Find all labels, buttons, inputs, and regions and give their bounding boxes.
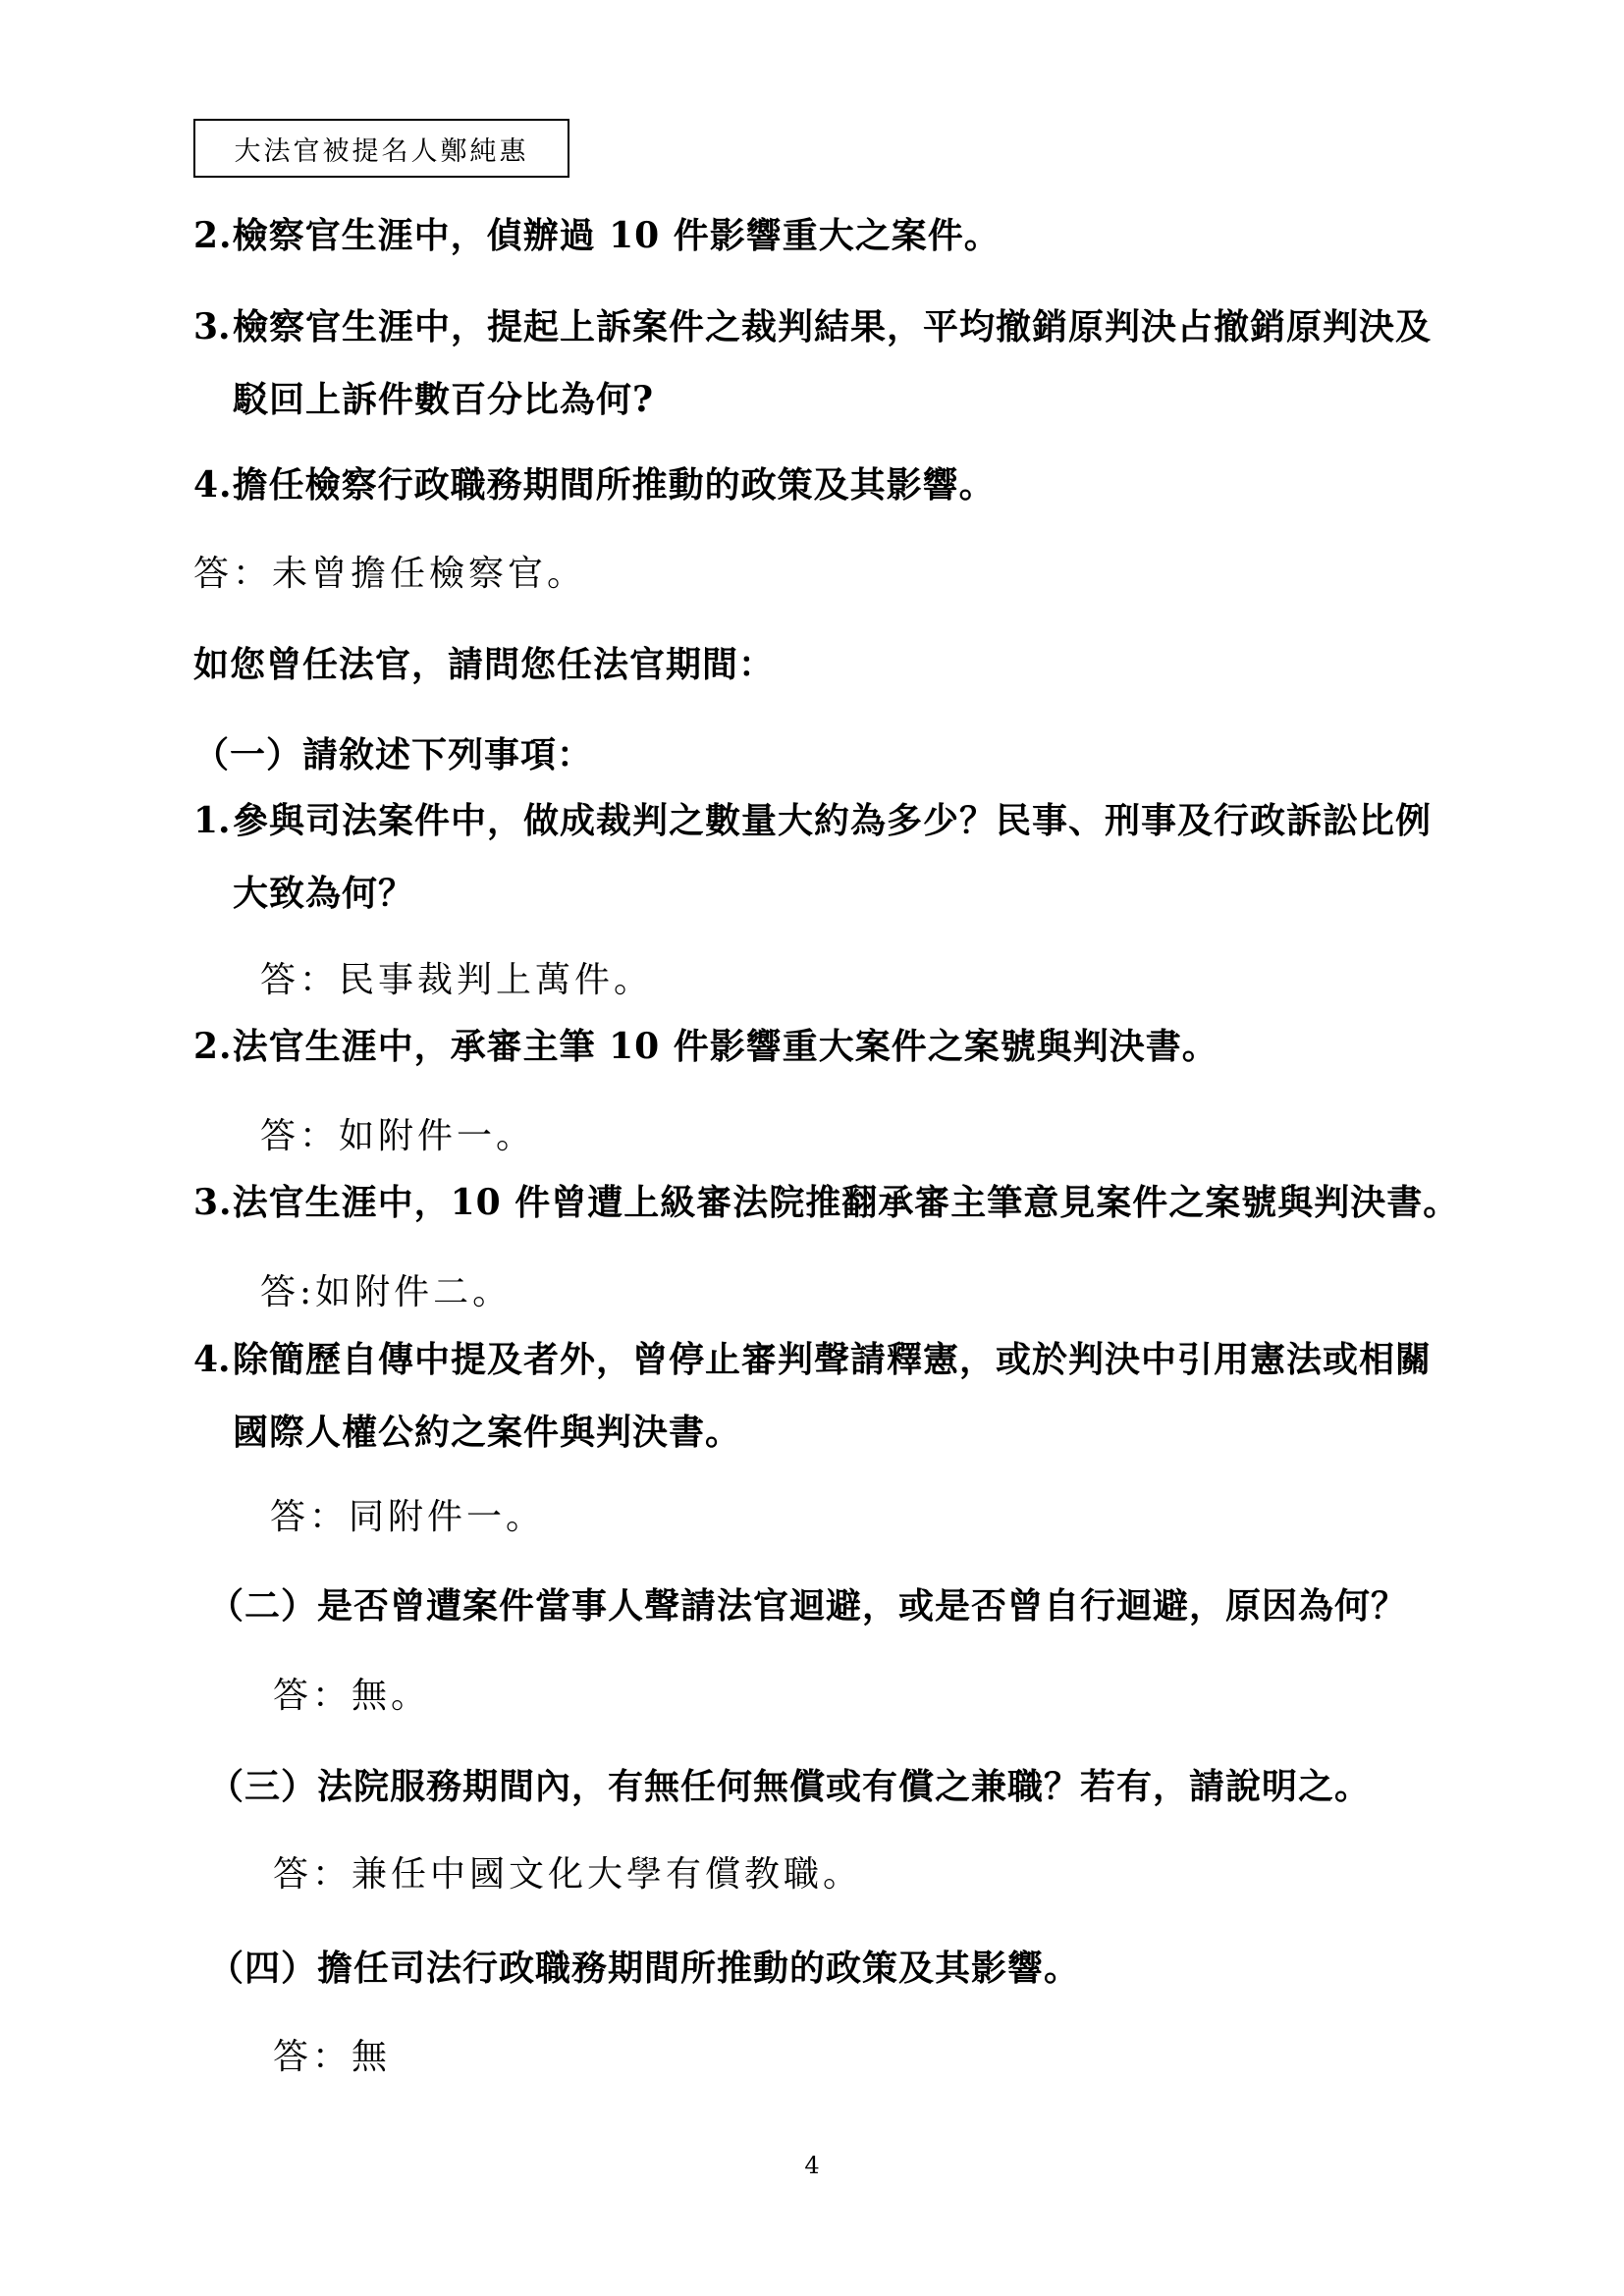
question-judge-3: 3.法官生涯中，10 件曾遭上級審法院推翻承審主筆意見案件之案號與判決書。 <box>193 1182 1460 1223</box>
question-text: 參與司法案件中，做成裁判之數量大約為多少？民事、刑事及行政訴訟比例大致為何？ <box>233 800 1433 914</box>
question-number: 4. <box>193 1339 231 1380</box>
answer-section-4: 答：無 <box>273 2037 392 2077</box>
section-1-title: （一）請敘述下列事項： <box>193 734 594 775</box>
question-number: 1. <box>193 800 231 841</box>
question-prosecutor-4: 4.擔任檢察行政職務期間所推動的政策及其影響。 <box>193 464 996 506</box>
nominee-label: 大法官被提名人鄭純惠 <box>234 135 529 167</box>
answer-judge-1: 答：民事裁判上萬件。 <box>260 960 654 1000</box>
question-text: 檢察官生涯中，提起上訴案件之裁判結果，平均撤銷原判決占撤銷原判決及駁回上訴件數百分比為何? <box>233 306 1433 420</box>
question-text: 除簡歷自傳中提及者外，曾停止審判聲請釋憲，或於判決中引用憲法或相關國際人權公約之案件與判決書。 <box>233 1339 1433 1453</box>
section-4: （四）擔任司法行政職務期間所推動的政策及其影響。 <box>208 1948 1081 1989</box>
question-prosecutor-2: 2.檢察官生涯中，偵辦過 10 件影響重大之案件。 <box>193 215 1001 256</box>
question-judge-2: 2.法官生涯中，承審主筆 10 件影響重大案件之案號與判決書。 <box>193 1026 1218 1067</box>
section-3: （三）法院服務期間內，有無任何無償或有償之兼職？若有，請說明之。 <box>208 1766 1372 1807</box>
answer-judge-3: 答:如附件二。 <box>260 1272 513 1312</box>
nominee-label-box <box>193 119 569 178</box>
answer-section-2: 答：無。 <box>273 1676 431 1716</box>
answer-judge-2: 答：如附件一。 <box>260 1116 536 1156</box>
page-number: 4 <box>804 2152 820 2179</box>
judge-intro: 如您曾任法官，請問您任法官期間： <box>193 644 776 685</box>
section-2: （二）是否曾遭案件當事人聲請法官迴避，或是否曾自行迴避，原因為何？ <box>208 1585 1408 1627</box>
answer-prosecutor: 答：未曾擔任檢察官。 <box>193 554 587 594</box>
answer-judge-4: 答：同附件一。 <box>270 1497 546 1537</box>
question-number: 3. <box>193 306 231 347</box>
answer-section-3: 答：兼任中國文化大學有償教職。 <box>273 1854 863 1895</box>
